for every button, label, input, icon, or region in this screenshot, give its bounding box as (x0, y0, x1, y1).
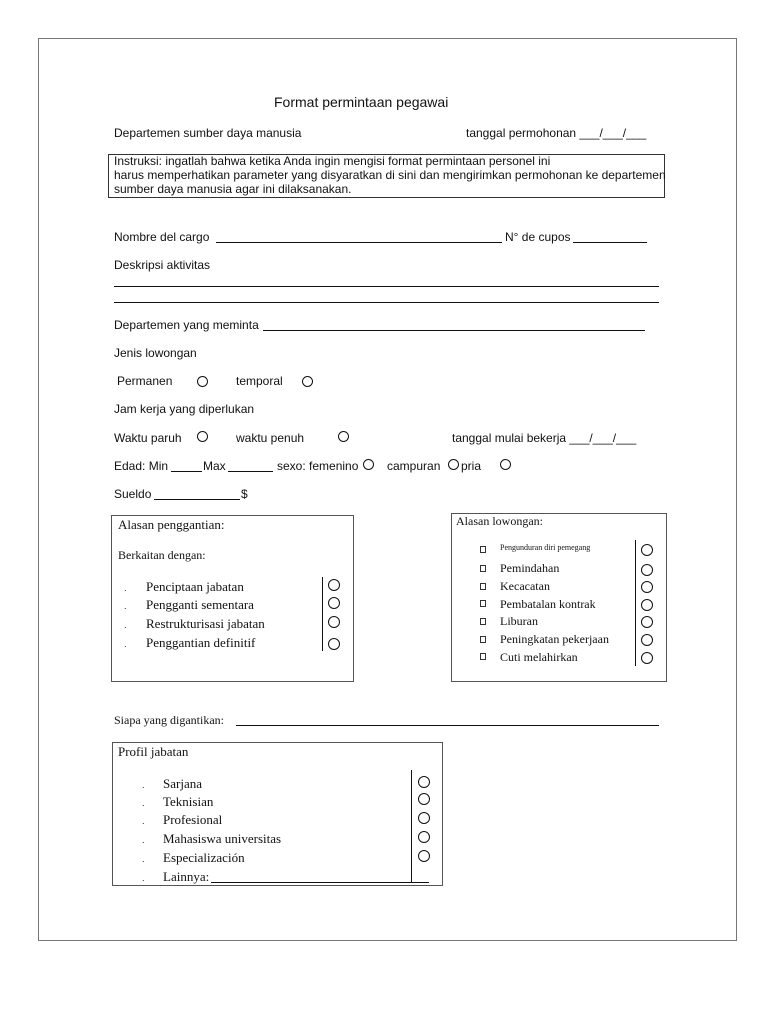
job-profile-box (112, 742, 443, 886)
activity-desc-line-1[interactable] (114, 286, 659, 287)
full-time-label: waktu penuh (236, 431, 305, 445)
who-replaced-field[interactable] (236, 725, 659, 726)
female-radio[interactable] (363, 459, 374, 470)
permanent-radio[interactable] (197, 376, 208, 387)
temporary-label: temporal (236, 374, 283, 388)
checkbox-icon (480, 600, 486, 607)
activity-desc-line-2[interactable] (114, 302, 659, 303)
replacement-restructuring-radio[interactable] (328, 616, 340, 628)
profile-professional-radio[interactable] (418, 812, 430, 824)
checkbox-icon (480, 653, 486, 660)
requesting-dept-field[interactable] (263, 330, 645, 331)
bullet: . (142, 873, 145, 883)
profile-item-bachelor: Sarjana (163, 776, 202, 791)
replacement-item-definitive: Penggantian definitif (146, 635, 256, 650)
profile-item-specialization: Especialización (163, 850, 245, 865)
replacement-item-temporary: Pengganti sementara (146, 597, 254, 612)
vacancy-item-disability: Kecacatan (500, 579, 550, 593)
age-min-label: Edad: Min (114, 459, 169, 473)
bullet: . (124, 639, 127, 649)
profile-bachelor-radio[interactable] (418, 776, 430, 788)
activity-desc-label: Deskripsi aktivitas (114, 258, 211, 272)
department-label: Departemen sumber daya manusia (114, 126, 302, 140)
vacancies-label: N° de cupos (505, 230, 571, 244)
profile-item-professional: Profesional (163, 812, 223, 827)
profile-item-student: Mahasiswa universitas (163, 831, 282, 846)
job-profile-title: Profil jabatan (118, 744, 189, 759)
replacement-divider (322, 577, 323, 651)
instructions-line-2: harus memperhatikan parameter yang disyaratkan di sini dan mengirimkan permohonan ke departemen (114, 168, 666, 182)
bullet: . (124, 583, 127, 593)
male-radio[interactable] (500, 459, 511, 470)
vacancy-transfer-radio[interactable] (641, 564, 653, 576)
bullet: . (124, 601, 127, 611)
replacement-creation-radio[interactable] (328, 579, 340, 591)
vacancy-contract-cancel-radio[interactable] (641, 599, 653, 611)
vacancy-item-holiday: Liburan (500, 614, 538, 628)
profile-other-field[interactable] (211, 882, 429, 883)
profile-item-technician: Teknisian (163, 794, 214, 809)
work-hours-label: Jam kerja yang diperlukan (114, 402, 255, 416)
checkbox-icon (480, 546, 486, 553)
position-name-label: Nombre del cargo (114, 230, 210, 244)
vacancy-item-resignation: Pengunduran diri pemegang (500, 543, 591, 552)
job-profile-divider (411, 770, 412, 883)
part-time-radio[interactable] (197, 431, 208, 442)
vacancy-reason-divider (635, 540, 636, 666)
vacancy-disability-radio[interactable] (641, 581, 653, 593)
instructions-line-3: sumber daya manusia agar ini dilaksanakan. (114, 182, 352, 196)
checkbox-icon (480, 636, 486, 643)
sex-label: sexo: femenino (277, 459, 359, 473)
replacement-temporary-radio[interactable] (328, 597, 340, 609)
replacement-item-creation: Penciptaan jabatan (146, 579, 244, 594)
replacement-definitive-radio[interactable] (328, 638, 340, 650)
bullet: . (124, 620, 127, 630)
salary-field[interactable] (154, 499, 240, 500)
profile-student-radio[interactable] (418, 831, 430, 843)
instructions-line-1: Instruksi: ingatlah bahwa ketika Anda ingin mengisi format permintaan personel ini (114, 154, 551, 168)
bullet: . (142, 854, 145, 864)
age-max-field[interactable] (228, 471, 273, 472)
vacancy-item-promotion: Peningkatan pekerjaan (500, 632, 609, 646)
bullet: . (142, 835, 145, 845)
vacancy-maternity-radio[interactable] (641, 652, 653, 664)
bullet: . (142, 780, 145, 790)
bullet: . (142, 798, 145, 808)
salary-label: Sueldo (114, 487, 152, 501)
profile-technician-radio[interactable] (418, 793, 430, 805)
age-max-label: Max (203, 459, 226, 473)
checkbox-icon (480, 565, 486, 572)
vacancies-field[interactable] (573, 242, 647, 243)
form-title: Format permintaan pegawai (274, 94, 449, 110)
replacement-reason-subtitle: Berkaitan dengan: (118, 548, 206, 562)
mixed-label: campuran (387, 459, 441, 473)
vacancy-type-label: Jenis lowongan (114, 346, 197, 360)
full-time-radio[interactable] (338, 431, 349, 442)
request-date-field[interactable]: tanggal permohonan ___/___/___ (466, 126, 647, 140)
requesting-dept-label: Departemen yang meminta (114, 318, 259, 332)
profile-specialization-radio[interactable] (418, 850, 430, 862)
vacancy-reason-title: Alasan lowongan: (456, 514, 543, 528)
replacement-reason-title: Alasan penggantian: (118, 517, 225, 532)
vacancy-resignation-radio[interactable] (641, 544, 653, 556)
checkbox-icon (480, 618, 486, 625)
vacancy-holiday-radio[interactable] (641, 616, 653, 628)
permanent-label: Permanen (117, 374, 173, 388)
start-date-field[interactable]: tanggal mulai bekerja ___/___/___ (452, 431, 637, 445)
part-time-label: Waktu paruh (114, 431, 182, 445)
mixed-radio[interactable] (448, 459, 459, 470)
profile-item-other: Lainnya: (163, 869, 210, 884)
checkbox-icon (480, 583, 486, 590)
salary-currency: $ (241, 487, 248, 501)
position-name-field[interactable] (216, 242, 502, 243)
vacancy-item-contract-cancel: Pembatalan kontrak (500, 597, 596, 611)
age-min-field[interactable] (171, 471, 202, 472)
temporary-radio[interactable] (302, 376, 313, 387)
replacement-item-restructuring: Restrukturisasi jabatan (146, 616, 265, 631)
vacancy-promotion-radio[interactable] (641, 634, 653, 646)
vacancy-item-transfer: Pemindahan (500, 561, 560, 575)
bullet: . (142, 816, 145, 826)
vacancy-item-maternity: Cuti melahirkan (500, 650, 578, 664)
male-label: pria (461, 459, 482, 473)
who-replaced-label: Siapa yang digantikan: (114, 713, 224, 727)
